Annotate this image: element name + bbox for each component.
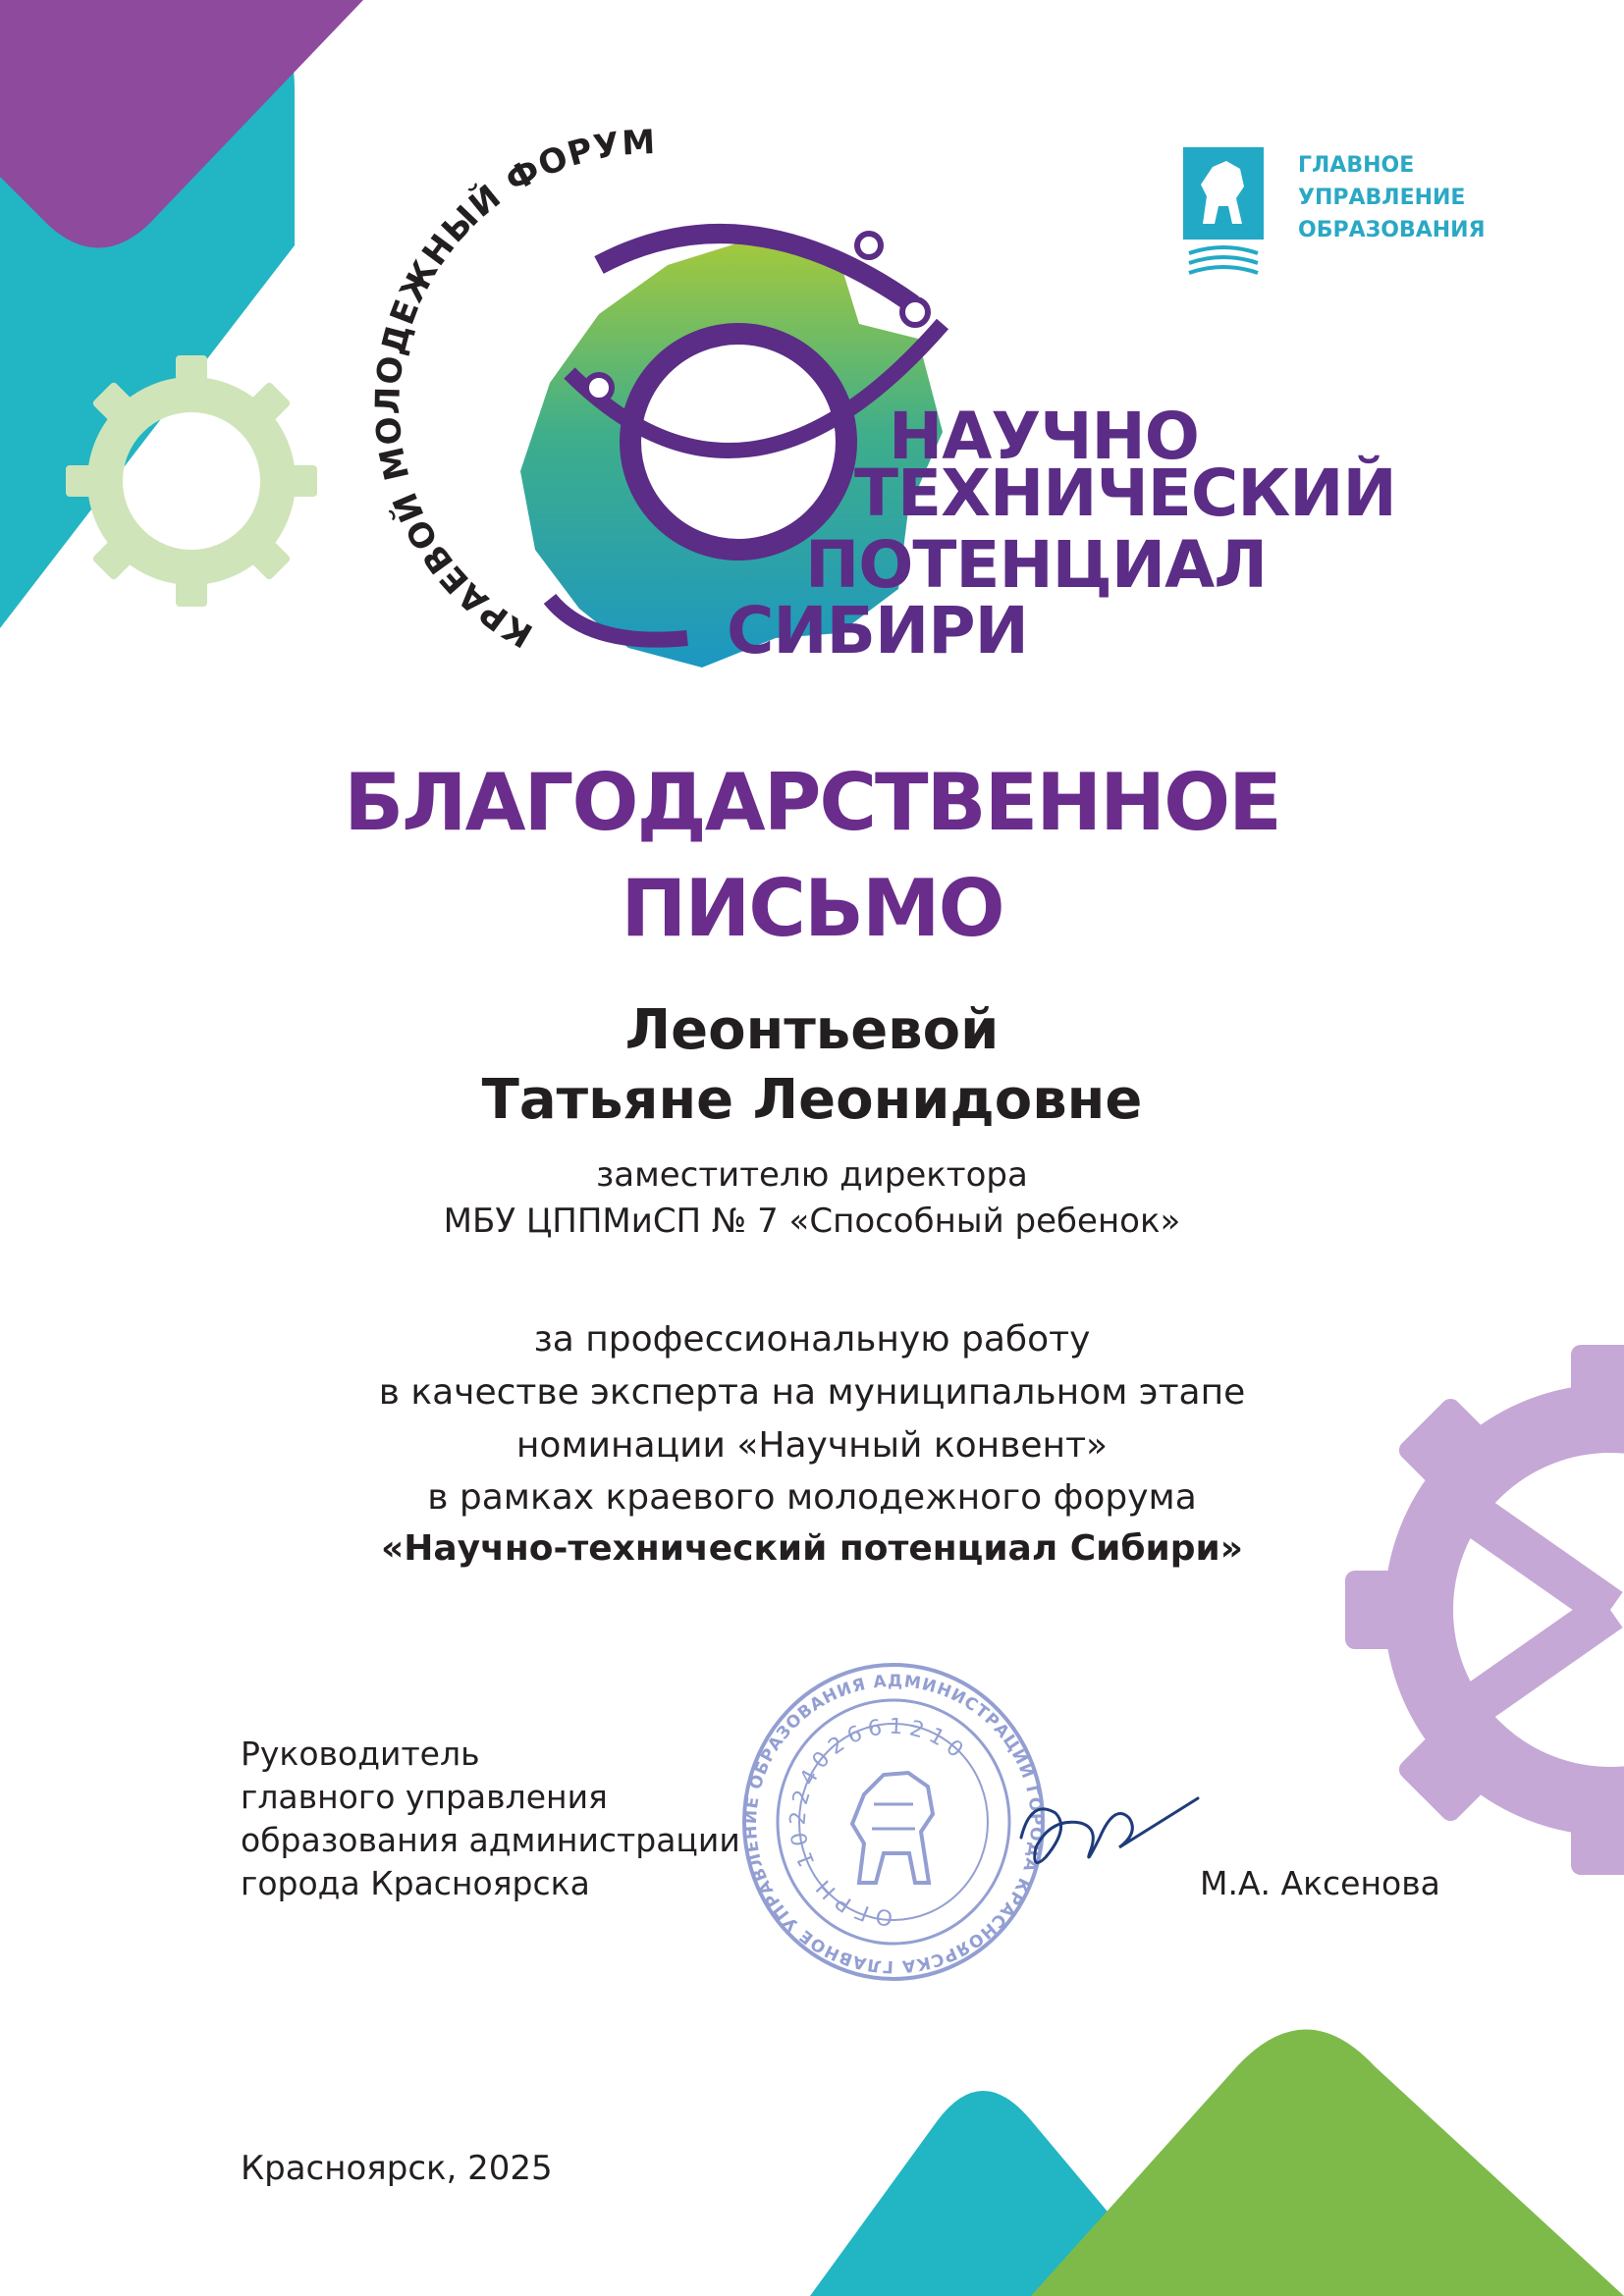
signer-role-line-1: Руководитель <box>241 1735 480 1773</box>
logo-line-2: ТЕХНИЧЕСКИЙ <box>854 455 1396 531</box>
reason-line-5-forum-name: «Научно-технический потенциал Сибири» <box>380 1528 1243 1569</box>
signer-role-line-2: главного управления <box>241 1778 608 1816</box>
handwritten-signature <box>1001 1779 1218 1887</box>
document-title-line-1: БЛАГОДАРСТВЕННОЕ <box>344 757 1280 848</box>
svg-text:ГЛАВНОЕ УПРАВЛЕНИЕ ОБРАЗОВАНИЯ: ГЛАВНОЕ УПРАВЛЕНИЕ ОБРАЗОВАНИЯ АДМИНИСТРАЦИИ ГОРОДА КРАСНОЯРСКА <box>740 1671 1047 1977</box>
org-name-line-1: ГЛАВНОЕ <box>1298 153 1415 178</box>
recipient-given-names: Татьяне Леонидовне <box>481 1068 1143 1132</box>
place-and-year: Красноярск, 2025 <box>241 2149 553 2188</box>
coat-of-arms-icon <box>1183 147 1264 280</box>
signer-role-line-3: образования администрации <box>241 1821 740 1859</box>
logo-arc-text: КРАЕВОЙ МОЛОДЕЖНЫЙ ФОРУМ <box>368 122 657 656</box>
document-title-line-2: ПИСЬМО <box>621 863 1003 954</box>
reason-line-3: номинации «Научный конвент» <box>515 1425 1109 1466</box>
svg-text:ОГРН 1022402661210: ОГРН 1022402661210 <box>785 1714 972 1930</box>
recipient-institution: МБУ ЦППМиСП № 7 «Способный ребенок» <box>443 1201 1181 1241</box>
recipient-surname: Леонтьевой <box>624 998 1000 1062</box>
reason-line-1: за профессиональную работу <box>533 1319 1091 1360</box>
signer-name: М.А. Аксенова <box>1200 1864 1440 1902</box>
signer-role-line-4: города Красноярска <box>241 1864 590 1902</box>
logo-line-1: НАУЧНО <box>889 399 1199 474</box>
org-name-line-2: УПРАВЛЕНИЕ <box>1298 186 1466 210</box>
logo-line-3: ПОТЕНЦИАЛ <box>805 527 1268 603</box>
logo-line-4: СИБИРИ <box>727 593 1028 668</box>
reason-line-2: в качестве эксперта на муниципальном этапе <box>378 1372 1246 1413</box>
recipient-position: заместителю директора <box>596 1155 1028 1195</box>
org-name-line-3: ОБРАЗОВАНИЯ <box>1298 218 1486 242</box>
reason-line-4: в рамках краевого молодежного форума <box>427 1477 1197 1518</box>
